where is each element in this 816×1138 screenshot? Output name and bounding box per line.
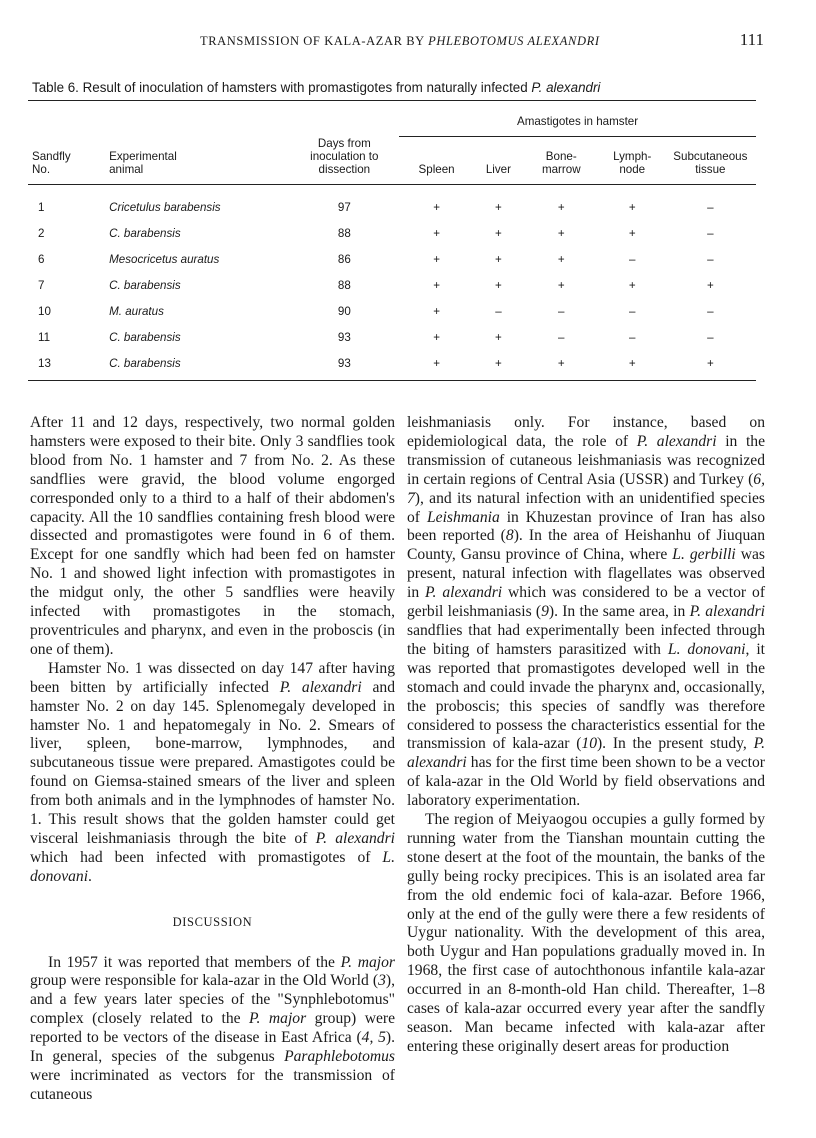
amastigotes-group-header: Amastigotes in hamster [516,115,639,128]
section-heading-discussion: DISCUSSION [172,914,253,929]
table-header-row-group [28,101,756,116]
table-row: 13 C. barabensis 93 + + + + + [38,356,714,370]
paragraph: After 11 and 12 days, respectively, two normal golden hamsters were exposed to their bite. Only 3 sandflies took blood from No. 1 hamster and 7 from No. 2. As these sandflies were gravid, the blood volume engorged corresponded only to a third to a half of their abdomen's capacity. All the 10 sandflies containing fresh blood were dissected and promastigotes were found in 6 of them. Except for one sandfly which had been fed on hamster No. 1 and showed light infection with promastigotes in the midgut only, the other 5 sandflies were heavily infected with promastigotes in the stomach, proventricules and pharynx, and even in the proboscis (in one of them). [30,414,395,658]
table-row: 1 Cricetulus barabensis 97 + + + + – [38,200,714,214]
table-row: 11 C. barabensis 93 + + – – – [38,330,714,344]
header-bone-marrow: Bone-marrow [523,137,600,185]
header-sandfly-no: Sandfly No. [32,149,71,176]
table-bottom-rule [28,370,756,381]
paragraph: The region of Meiyaogou occupies a gully formed by running water from the Tianshan mountain cutting the stone desert at the foot of the mountain, the banks of the gully being rocky precipices. This is an isolated area far from the old endemic foci of kala-azar. Before 1966, only at the end of the gully were there a few residents of Uygur nationality. With the development of this area, both Uygur and Han populations gradually moved in. In 1968, the first case of autochthonous infantile kala-azar occurred in an 8-month-old Han child. Thereafter, 1–8 cases of kala-azar occurred every year after the sandfly season. Man became infected with kala-azar after entering these originally desert areas for production [407,811,765,1055]
table-row: 6 Mesocricetus auratus 86 + + + – – [38,252,714,266]
paragraph: leishmaniasis only. For instance, based on epidemiological data, the role of P. alexandri in the transmission of cutaneous leishmaniasis was recognized in certain regions of Central Asia (USSR) and Turkey (6, 7), and its natural infection with an unidentified species of Leishmania in Khuzestan province of Iran has also been reported (8). In the area of Heishanhu of Jiuquan County, Gansu province of China, where L. gerbilli was present, natural infection with flagellates was observed in P. alexandri which was considered to be a vector of gerbil leishmaniasis (9). In the same area, in P. alexandri sandflies that had experimentally been infected through the biting of hamsters parasitized with L. donovani, it was reported that promastigotes developed well in the stomach and could invade the pharynx and, occasionally, the proboscis; this species of sandfly was therefore considered to possess the characteristics essential for the transmission of kala-azar (10). In the present study, P. alexandri has for the first time been shown to be a vector of kala-azar in the Old World by field observations and laboratory experimentation. [407,414,766,810]
header-liver: Liver [474,137,523,185]
paragraph: In 1957 it was reported that members of the P. major group were responsible for kala-azar in the Old World (3), and a few years later species of the "Synphlebotomus" complex (closely related to the P. major group) were reported to be vectors of the disease in East Africa (4, 5). In general, species of the subgenus Paraphlebotomus were incriminated as vectors for the transmission of cutaneous [30,953,396,1103]
running-head [0,30,816,52]
table-row: 2 C. barabensis 88 + + + + – [38,226,714,240]
header-subcutaneous: Subcutaneous tissue [665,137,756,185]
header-spleen: Spleen [399,137,474,185]
table-caption: Table 6. Result of inoculation of hamsters with promastigotes from naturally infected P. alexandri [32,80,601,95]
page-number: 111 [739,30,764,49]
table-row: 10 M. auratus 90 + – – – – [38,304,714,318]
left-text-column [30,414,395,1105]
table-header-row-group-label [28,115,756,137]
right-text-column [407,414,765,1057]
table-row: 7 C. barabensis 88 + + + + + [38,278,714,292]
header-experimental-animal: Experimental animal [109,149,177,176]
paragraph: Hamster No. 1 was dissected on day 147 after having been bitten by artificially infected P. alexandri and hamster No. 2 on day 145. Splenomegaly developed in hamster No. 1 and hepatomegaly in No. 2. Smears of liver, spleen, bone-marrow, lymphnodes, and subcutaneous tissue were prepared. Amastigotes could be found on Giemsa-stained smears of the liver and spleen from both animals and in the lymphnodes of hamster No. 1. This result shows that the golden hamster could get visceral leishmaniasis through the bite of P. alexandri which had been infected with promastigotes of L. donovani. [30,659,396,885]
table-header-row [28,137,756,185]
header-lymph-node: Lymph-node [600,137,665,185]
results-table [28,100,756,381]
header-days: Days from inoculation to dissection [310,136,379,176]
running-title: TRANSMISSION OF KALA-AZAR BY PHLEBOTOMUS ALEXANDRI [200,34,600,48]
